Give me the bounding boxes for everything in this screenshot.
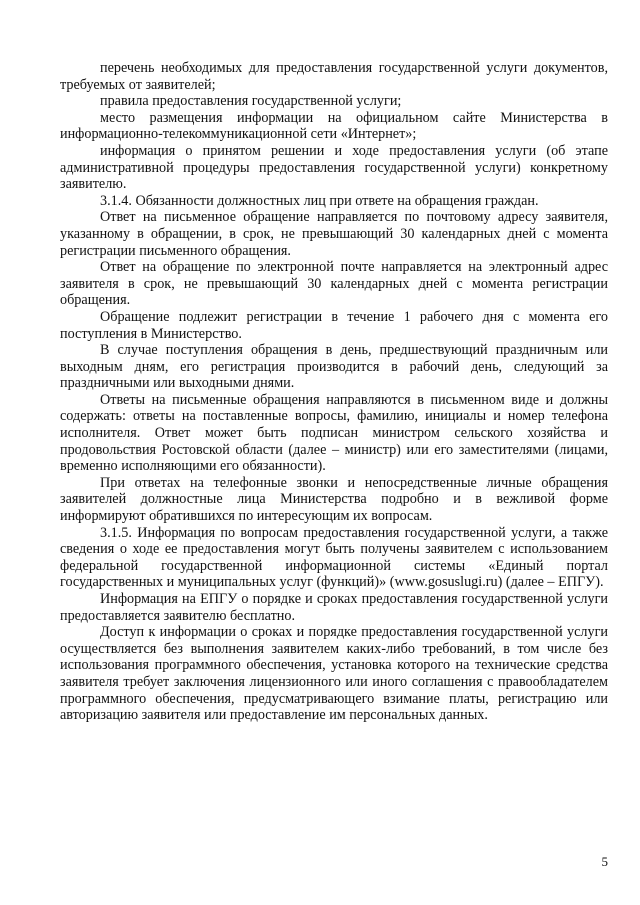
paragraph-access-conditions: Доступ к информации о сроках и порядке предоставления государственной услуги осуществляется без выполнения заявителем каких-либо требований, в том числе без использования программного обеспечения, установка которого на технические средства заявителя требует заключения лицензионного или иного соглашения с правообладателем программного обеспечения, предусматривающего взимание платы, регистрацию или авторизацию заявителя или предоставление им персональных данных.	[60, 624, 608, 724]
paragraph-written-reply: Ответ на письменное обращение направляется по почтовому адресу заявителя, указанному в обращении, в срок, не превышающий 30 календарных дней с момента регистрации письменного обращения.	[60, 209, 608, 259]
paragraph-website-location: место размещения информации на официальном сайте Министерства в информационно-телекоммуникационной сети «Интернет»;	[60, 109, 608, 143]
paragraph-phone-calls: При ответах на телефонные звонки и непосредственные личные обращения заявителей должностные лица Министерства подробно и в вежливой форме информируют обратившихся по интересующим их вопросам.	[60, 474, 608, 525]
paragraph-service-rules: правила предоставления государственной услуги;	[100, 93, 402, 110]
paragraph-reply-content: Ответы на письменные обращения направляются в письменном виде и должны содержать: ответы на поставленные вопросы, фамилию, инициалы и номер телефона исполнителя. Ответ может быть подписан министром сельского хозяйства и продовольствия Ростовской области (далее – министр) или его заместителями (лицами, временно исполняющими его обязанности).	[60, 391, 608, 475]
paragraph-epgu-free: Информация на ЕПГУ о порядке и сроках предоставления государственной услуги предоставляется заявителю бесплатно.	[60, 591, 608, 624]
document-body	[60, 60, 608, 724]
section-heading-3-1-5: 3.1.5. Информация по вопросам предоставления государственной услуги, а также сведения о ходе ее предоставления могут быть получены заявителем с использованием федеральной государственной информационной системы «Единый портал государственных и муниципальных услуг (функций)» (www.gosuslugi.ru) (далее – ЕПГУ).	[60, 524, 608, 591]
paragraph-email-reply: Ответ на обращение по электронной почте направляется на электронный адрес заявителя в срок, не превышающий 30 календарных дней с момента регистрации обращения.	[60, 259, 608, 309]
paragraph-registration-term: Обращение подлежит регистрации в течение 1 рабочего дня с момента его поступления в Министерство.	[60, 308, 608, 342]
section-heading-3-1-4: 3.1.4. Обязанности должностных лиц при ответе на обращения граждан.	[100, 192, 539, 209]
paragraph-required-documents: перечень необходимых для предоставления государственной услуги документов, требуемых от заявителей;	[60, 60, 608, 93]
page-number: 5	[601, 854, 608, 869]
paragraph-decision-info: информация о принятом решении и ходе предоставления услуги (об этапе административной процедуры предоставления государственной услуги) конкретному заявителю.	[60, 142, 608, 193]
paragraph-holiday-registration: В случае поступления обращения в день, предшествующий праздничным или выходным дням, его регистрация производится в рабочий день, следующий за праздничными или выходными днями.	[60, 342, 608, 392]
